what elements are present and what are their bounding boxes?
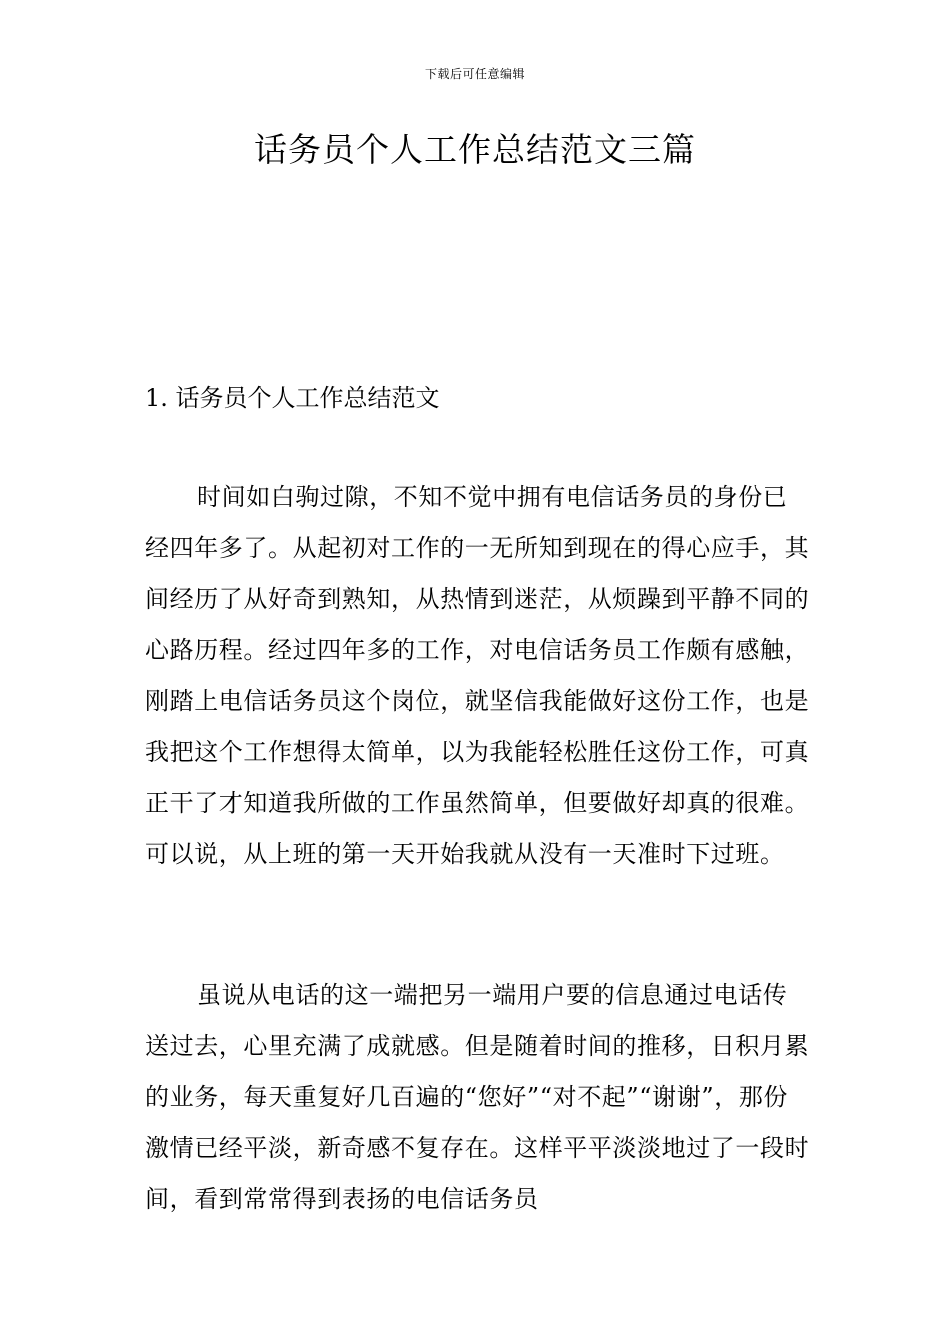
section-heading: 1. 话务员个人工作总结范文 — [145, 384, 440, 412]
header-note: 下载后可任意编辑 — [424, 67, 525, 81]
document-title: 话务员个人工作总结范文三篇 — [254, 130, 696, 169]
body-paragraph-1: 时间如白驹过隙，不知不觉中拥有电信话务员的身份已经四年多了。从起初对工作的一无所知到现在的得心应手，其间经历了从好奇到熟知，从热情到迷茫，从烦躁到平静不同的心路历程。经过四年多的工作，对电信话务员工作颇有感触，刚踏上电信话务员这个岗位，就坚信我能做好这份工作，也是我把这个工作想得太简单，以为我能轻松胜任这份工作，可真正干了才知道我所做的工作虽然简单，但要做好却真的很难。可以说，从上班的第一天开始我就从没有一天准时下过班。 — [145, 483, 810, 868]
body-paragraph-2: 虽说从电话的这一端把另一端用户要的信息通过电话传送过去，心里充满了成就感。但是随着时间的推移，日积月累的业务，每天重复好几百遍的“您好”“对不起”“谢谢”，那份激情已经平淡，新奇感不复存在。这样平平淡淡地过了一段时间，看到常常得到表扬的电信话务员 — [145, 981, 810, 1213]
